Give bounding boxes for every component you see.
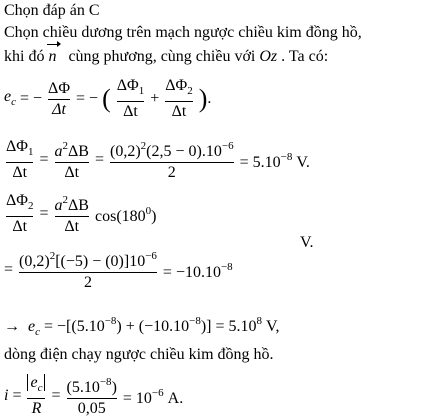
normal-vector-n: n [48,48,57,65]
eq2-equals: = [39,150,49,168]
eq2-equals-2: = [94,150,105,168]
equation-flux-1: $\frac{\Delta\Phi_1}{\Delta t}$ = $\frac{a^2\Delta B}{\Delta t}$ = $\frac{(0,2)^2(2,5 - 0).10^{-6}}{2}$ = $5.10^{-8}$ V. [6,137,310,181]
conclusion-line: dòng điện chạy ngược chiều kim đồng hồ. [4,346,274,363]
eq6-frac-2: $\frac{(5.10^{-8})}{0,05}$ [66,376,117,417]
answer-heading: Chọn đáp án C [4,2,100,19]
intro-text-b: cùng phương, cùng chiều với [68,48,256,65]
equation-emf-result: → $e_c = -[(5.10^{-8}) + (-10.10^{-8})] = 5.10^8$ V, [4,315,280,338]
eq1-frac-total: $\frac{\Delta\Phi}{\Delta t}$ [48,79,71,118]
eq1-plus: + [150,90,160,107]
emf-subscript: c [11,95,16,108]
equation-emf: $e_c$ = − $\frac{\Delta\Phi}{\Delta t}$ = − ( $\frac{\Delta\Phi_1}{\Delta t}$ + $\frac{\Delta\Phi_2}{\Delta t}$ ). [4,77,212,120]
eq3-frac-mid: $\frac{a^2\Delta B}{\Delta t}$ [54,194,89,235]
eq6-result: = 10 [122,389,152,407]
eq4-result: = −10.10 [162,263,221,281]
eq1-frac-2: $\frac{\Delta\Phi_2}{\Delta t}$ [165,77,193,120]
eq6-frac-1: $\frac{e_c}{R}$ [27,373,45,419]
eq2-frac-mid: $\frac{a^2\Delta B}{\Delta t}$ [54,140,89,181]
eq2-frac-left: $\frac{\Delta\Phi_1}{\Delta t}$ [6,137,34,181]
eq3-equals: = [39,204,49,222]
equation-current: i = $\frac{e_c}{R}$ = $\frac{(5.10^{-8})}{0,05}$ = $10^{-6}$ A. [4,373,184,417]
axis-oz: Oz [259,48,278,65]
eq2-frac-right: $\frac{(0,2)^2(2,5 - 0).10^{-6}}{2}$ [110,140,234,181]
implies-arrow: → [4,318,20,335]
intro-line-1: Chọn chiều dương trên mạch ngược chiều kim đồng hồ, [4,24,362,41]
emf-symbol: e [4,87,12,105]
current-symbol: i [4,386,9,404]
eq4-frac: $\frac{(0,2)^2[(-5) - (0)]10^{-6}}{2}$ [19,250,157,291]
intro-text-a: khi đó [4,48,45,65]
eq3-frac-left: $\frac{\Delta\Phi_2}{\Delta t}$ [6,191,34,235]
eq4-unit: V. [300,234,314,251]
equation-flux-2-value: = $\frac{(0,2)^2[(-5) - (0)]10^{-6}}{2}$ = $-10.10^{-8}$ [4,246,233,293]
eq4-equals: = [4,260,14,278]
eq2-unit: V. [296,153,310,171]
eq2-result: = 5.10 [239,153,281,171]
intro-text-c: . Ta có: [281,48,329,65]
intro-line-2 [4,48,328,66]
eq1-equals: = − [20,90,43,107]
eq1-equals-2: = − [76,90,99,107]
eq1-end: . [207,90,212,107]
eq1-frac-1: $\frac{\Delta\Phi_1}{\Delta t}$ [116,77,145,120]
eq3-cosine: cos(180 [94,207,146,225]
equation-flux-2: $\frac{\Delta\Phi_2}{\Delta t}$ = $\frac{a^2\Delta B}{\Delta t}$ $\cos(180^0)$ [6,191,157,235]
